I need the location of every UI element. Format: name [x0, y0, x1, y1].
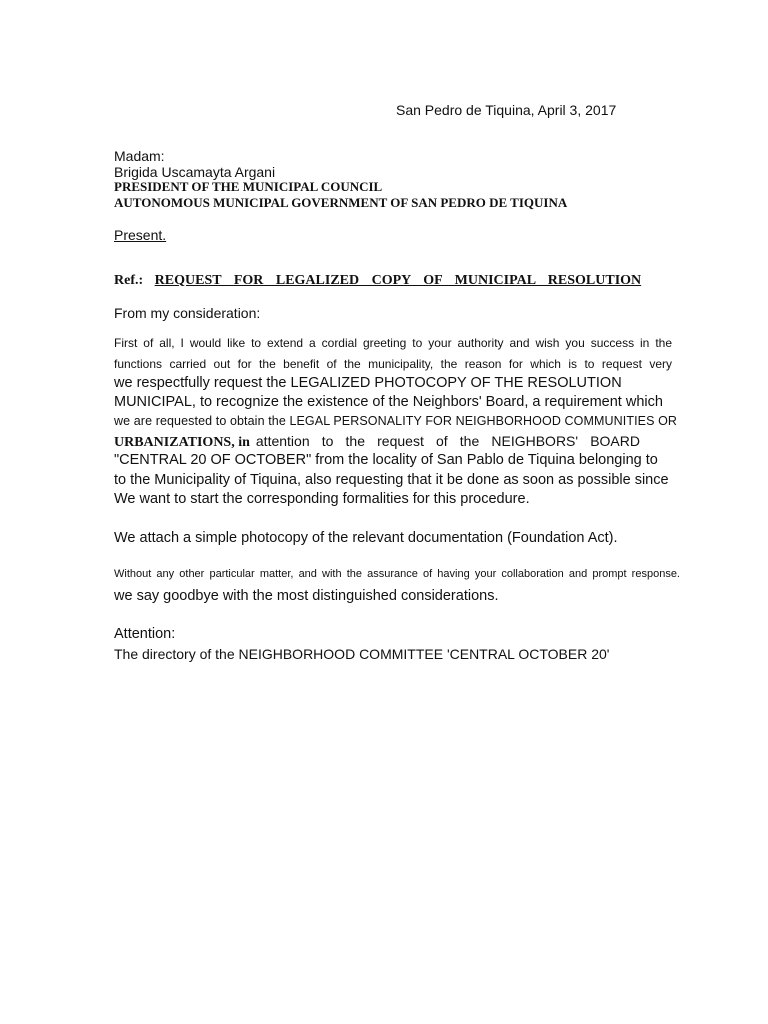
body-line: we respectfully request the LEGALIZED PHOTOCOPY OF THE RESOLUTION [114, 375, 622, 391]
body-line: MUNICIPAL, to recognize the existence of the Neighbors' Board, a requirement which [114, 394, 663, 410]
body-line: to the Municipality of Tiquina, also requesting that it be done as soon as possible since [114, 472, 669, 488]
closing-line-1: Without any other particular matter, and with the assurance of having your collaboration and prompt response. [114, 568, 680, 580]
body-line: we are requested to obtain the LEGAL PERSONALITY FOR NEIGHBORHOOD COMMUNITIES OR [114, 414, 678, 428]
date-line: San Pedro de Tiquina, April 3, 2017 [396, 102, 617, 118]
body-line-emphasis: URBANIZATIONS, in [114, 435, 250, 450]
body-line: functions carried out for the benefit of the municipality, the reason for which is to request very [114, 357, 672, 371]
attention-label: Attention: [114, 626, 176, 642]
signature-line: The directory of the NEIGHBORHOOD COMMITTEE 'CENTRAL OCTOBER 20' [114, 646, 610, 662]
body-line: First of all, I would like to extend a cordial greeting to your authority and wish you success in the [114, 336, 672, 350]
opening-line: From my consideration: [114, 305, 261, 321]
body-line: We want to start the corresponding formalities for this procedure. [114, 491, 530, 507]
closing-line-2: we say goodbye with the most distinguished considerations. [114, 588, 499, 604]
reference-line [114, 273, 641, 289]
recipient-title: PRESIDENT OF THE MUNICIPAL COUNCIL [114, 179, 383, 194]
ref-label: Ref.: [114, 273, 144, 288]
ref-subject: REQUEST FOR LEGALIZED COPY OF MUNICIPAL RESOLUTION [154, 273, 642, 288]
body-line-rest: attention to the request of the NEIGHBORS' BOARD [255, 433, 640, 449]
salutation: Madam: [114, 148, 165, 164]
body-line: "CENTRAL 20 OF OCTOBER" from the locality of San Pablo de Tiquina belonging to [114, 452, 658, 468]
attachment-line: We attach a simple photocopy of the relevant documentation (Foundation Act). [114, 530, 618, 546]
present-label: Present. [114, 227, 167, 243]
body-line [114, 433, 640, 451]
recipient-org: AUTONOMOUS MUNICIPAL GOVERNMENT OF SAN PEDRO DE TIQUINA [114, 195, 568, 210]
recipient-name: Brigida Uscamayta Argani [114, 164, 276, 180]
